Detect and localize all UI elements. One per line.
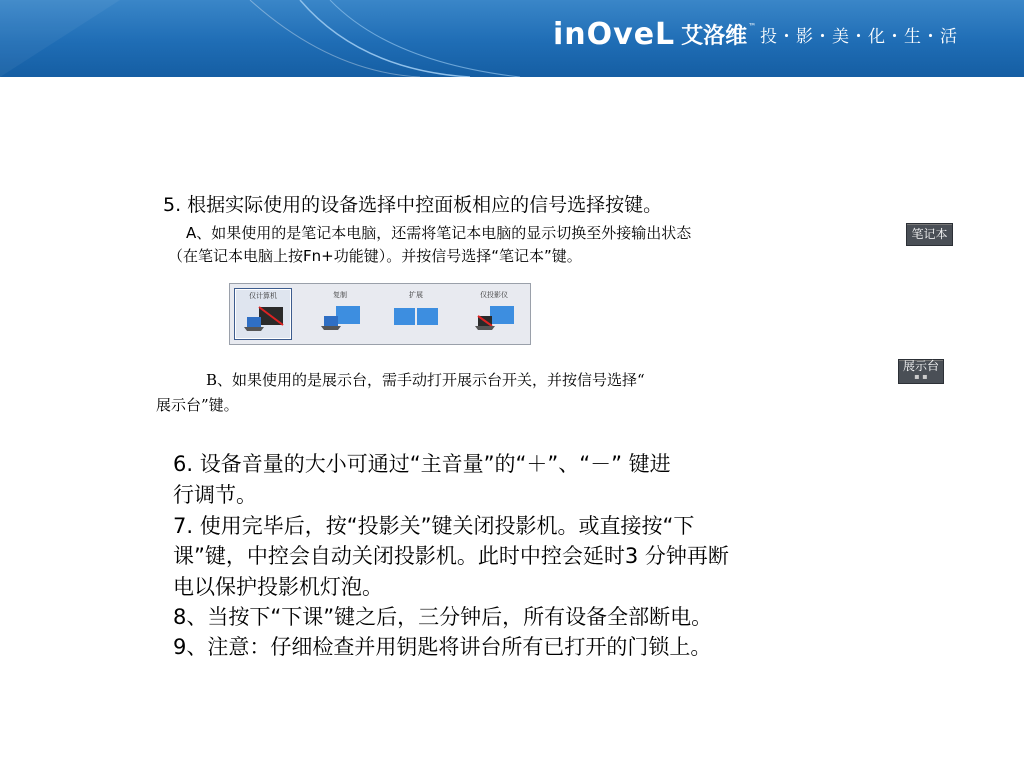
step7-line1: 7. 使用完毕后，按“投影关”键关闭投影机。或直接按“下 bbox=[173, 514, 695, 538]
presenter-key-dots: ▪ ▪ bbox=[914, 372, 928, 381]
projector-only-icon bbox=[466, 300, 522, 334]
display-option-projector-only bbox=[466, 288, 522, 338]
step5-a-line1: A、如果使用的是笔记本电脑，还需将笔记本电脑的显示切换至外接输出状态 bbox=[186, 224, 692, 242]
duplicate-icon bbox=[312, 300, 368, 334]
notebook-key-image bbox=[906, 223, 953, 246]
step9-line: 9、注意：仔细检查并用钥匙将讲台所有已打开的门锁上。 bbox=[173, 635, 712, 659]
slogan: 投・影・美・化・生・活 bbox=[760, 27, 958, 47]
step5-b-line1: B、如果使用的是展示台，需手动打开展示台开关，并按信号选择“ bbox=[206, 371, 645, 389]
display-option-label: 仅投影仪 bbox=[480, 291, 508, 299]
notebook-key-label: 笔记本 bbox=[911, 227, 948, 241]
display-option-computer-only bbox=[234, 288, 292, 340]
display-mode-panel bbox=[229, 283, 531, 345]
step6-line1: 6. 设备音量的大小可通过“主音量”的“＋”、“－” 键进 bbox=[173, 452, 671, 476]
display-option-label: 扩展 bbox=[409, 291, 423, 299]
header-banner bbox=[0, 0, 1024, 77]
computer-only-icon bbox=[235, 301, 291, 335]
display-option-extend bbox=[388, 288, 444, 338]
display-option-duplicate bbox=[312, 288, 368, 338]
logo-trademark: ™ bbox=[748, 21, 757, 31]
step5-heading: 5. 根据实际使用的设备选择中控面板相应的信号选择按键。 bbox=[163, 194, 663, 216]
presenter-key-image bbox=[898, 359, 944, 384]
extend-icon bbox=[388, 300, 444, 334]
step5-b-line2: 展示台”键。 bbox=[156, 396, 239, 414]
presenter-key-label: 展示台 bbox=[902, 359, 939, 373]
step5-a-line2: （在笔记本电脑上按Fn+功能键）。并按信号选择“笔记本”键。 bbox=[168, 247, 582, 265]
logo-chinese-name: 艾洛维 bbox=[681, 23, 748, 49]
logo-wordmark: inOveL bbox=[553, 16, 676, 52]
display-option-label: 仅计算机 bbox=[249, 292, 277, 300]
step8-line: 8、当按下“下课”键之后，三分钟后，所有设备全部断电。 bbox=[173, 605, 713, 629]
brand-logo bbox=[553, 14, 756, 54]
step6-line2: 行调节。 bbox=[173, 483, 257, 507]
step7-line2: 课”键，中控会自动关闭投影机。此时中控会延时3 分钟再断 bbox=[173, 544, 729, 568]
step7-line3: 电以保护投影机灯泡。 bbox=[173, 575, 383, 599]
display-option-label: 复制 bbox=[333, 291, 347, 299]
